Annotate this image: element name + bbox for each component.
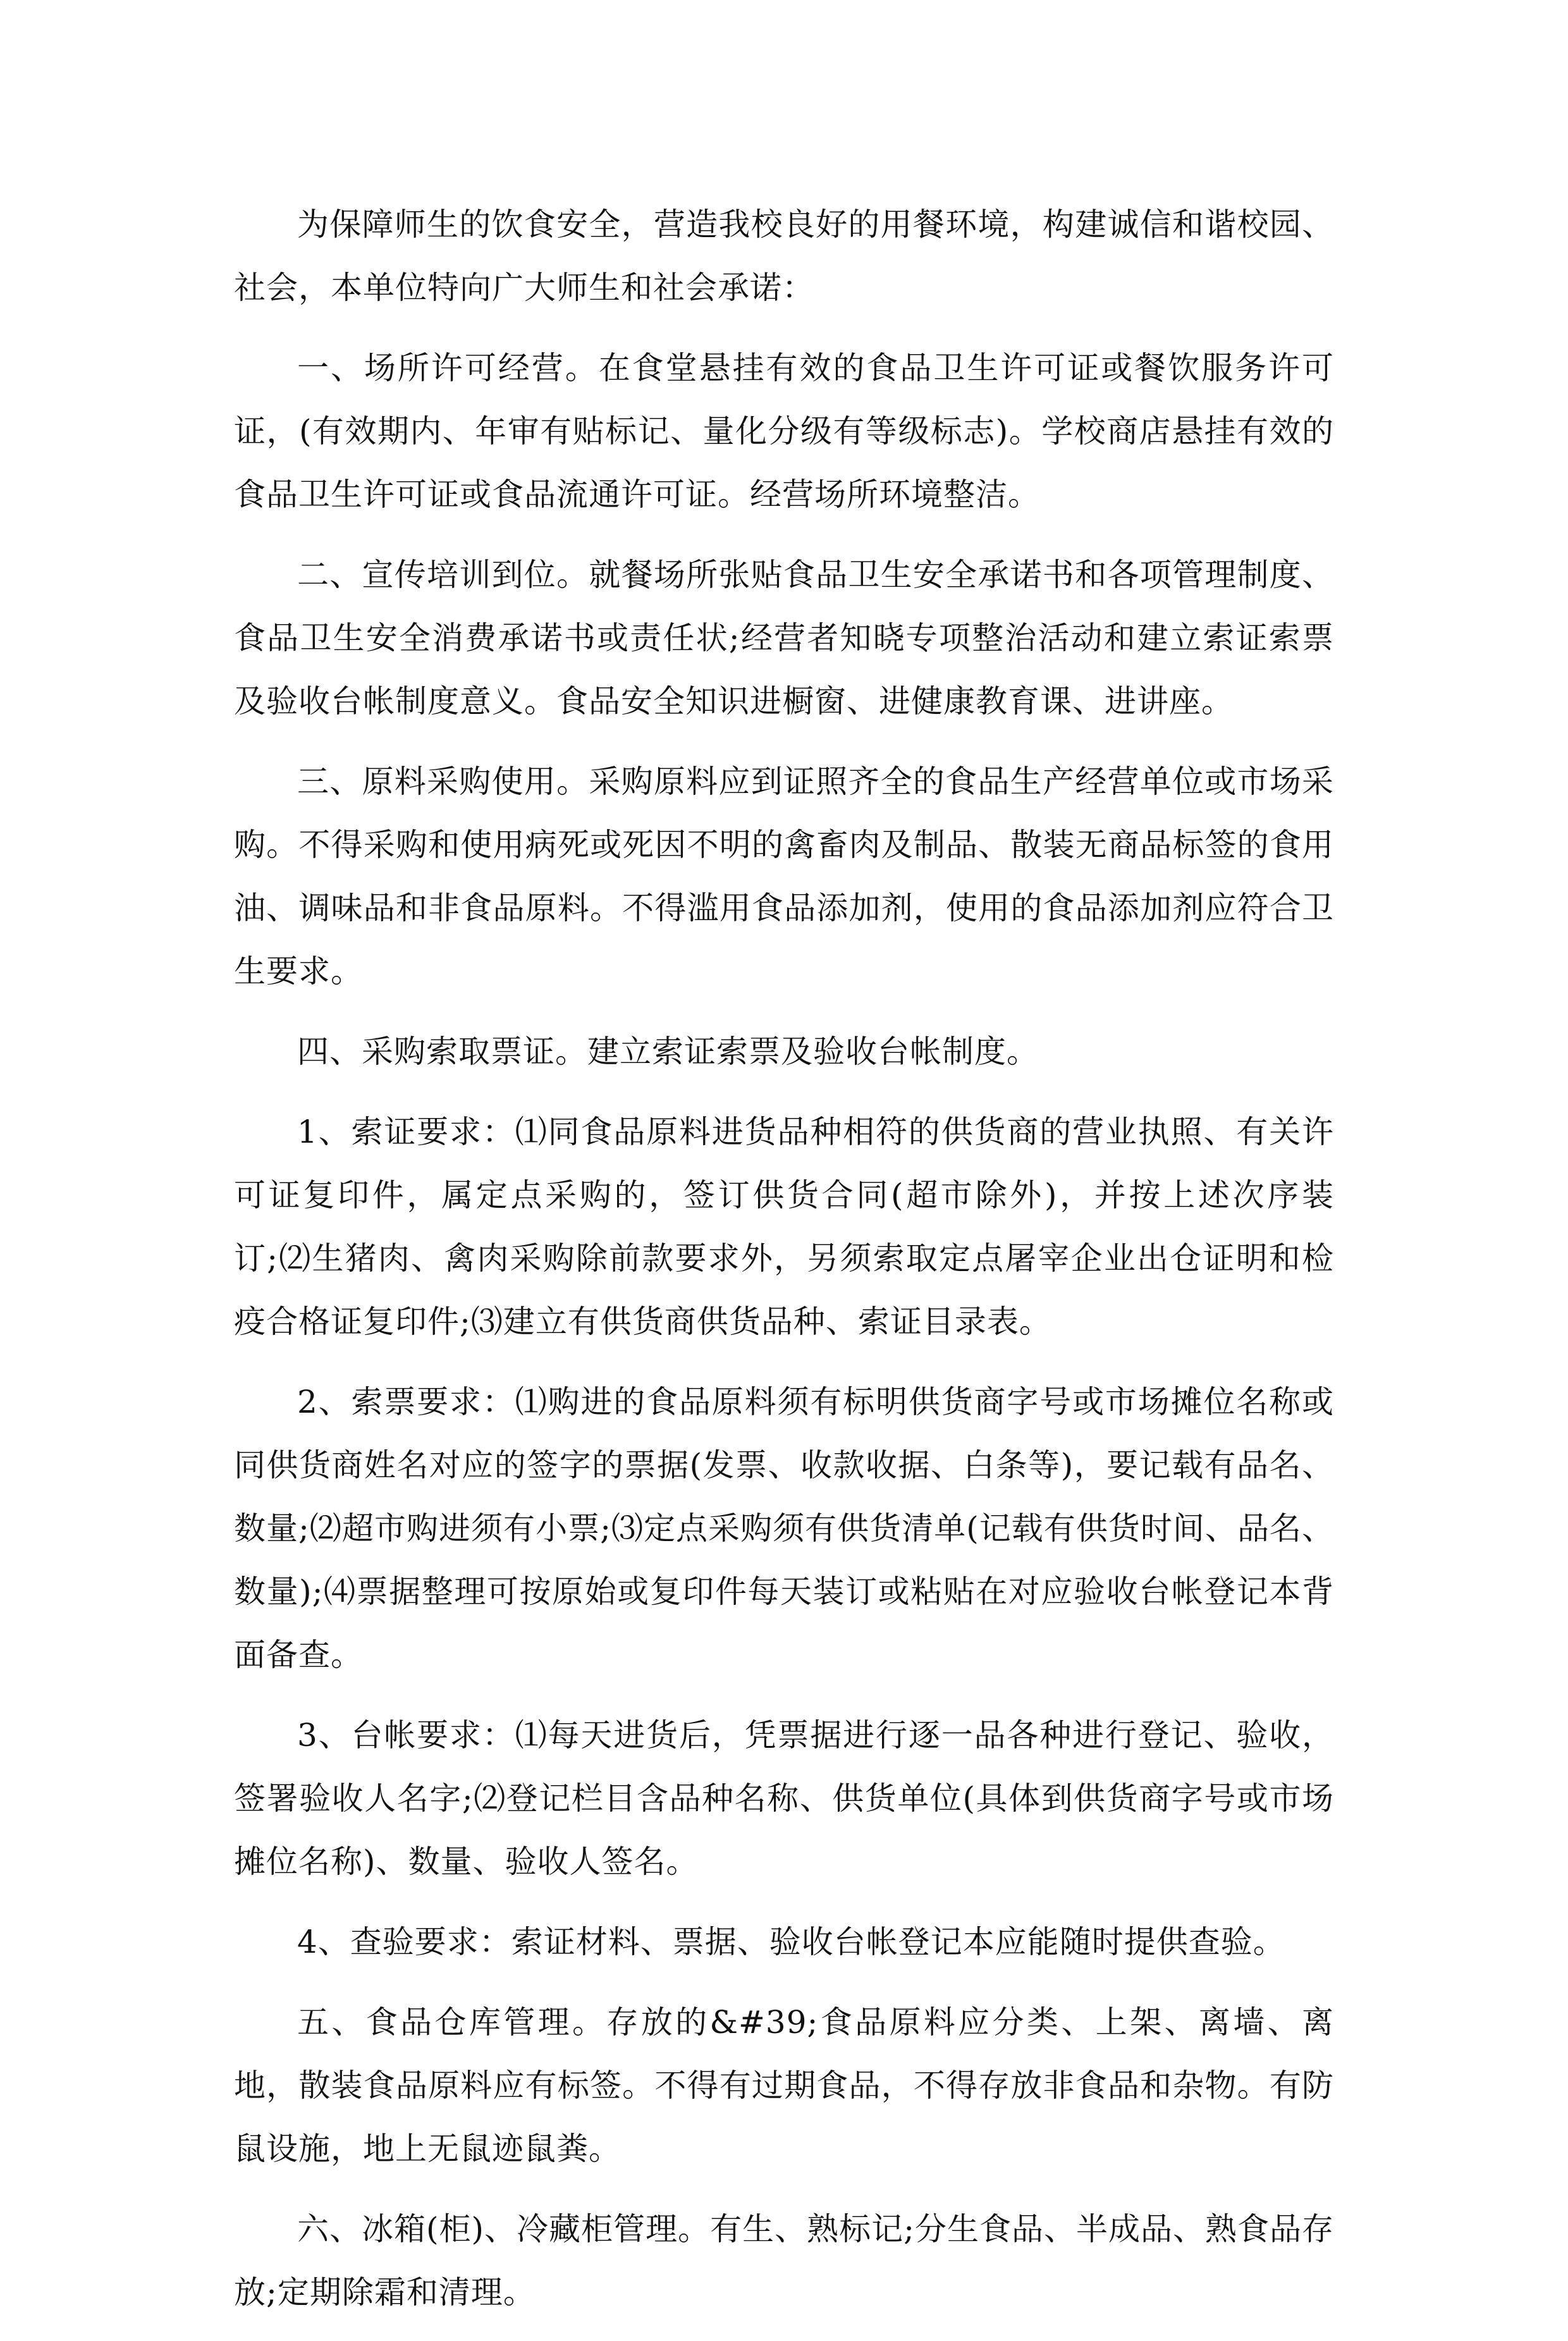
section-1-paragraph: 一、场所许可经营。在食堂悬挂有效的食品卫生许可证或餐饮服务许可证，(有效期内、年审有贴标记、量化分级有等级标志)。学校商店悬挂有效的食品卫生许可证或食品流通许可证。经营场所环境整洁。 <box>234 350 1334 513</box>
item-4-paragraph: 4、查验要求：索证材料、票据、验收台帐登记本应能随时提供查验。 <box>297 1924 1285 1960</box>
intro-paragraph: 为保障师生的饮食安全，营造我校良好的用餐环境，构建诚信和谐校园、社会，本单位特向广大师生和社会承诺： <box>234 206 1334 306</box>
item-1-paragraph: 1、索证要求：⑴同食品原料进货品种相符的供货商的营业执照、有关许可证复印件，属定点采购的，签订供货合同(超市除外)，并按上述次序装订;⑵生猪肉、禽肉采购除前款要求外，另须索取定点屠宰企业出仓证明和检疫合格证复印件;⑶建立有供货商供货品种、索证目录表。 <box>234 1114 1334 1340</box>
item-3-paragraph: 3、台帐要求：⑴每天进货后，凭票据进行逐一品各种进行登记、验收，签署验收人名字;⑵登记栏目含品种名称、供货单位(具体到供货商字号或市场摊位名称)、数量、验收人签名。 <box>234 1717 1334 1880</box>
section-2-paragraph: 二、宣传培训到位。就餐场所张贴食品卫生安全承诺书和各项管理制度、食品卫生安全消费承诺书或责任状;经营者知晓专项整治活动和建立索证索票及验收台帐制度意义。食品安全知识进橱窗、进健康教育课、进讲座。 <box>234 556 1334 720</box>
section-6-paragraph: 六、冰箱(柜)、冷藏柜管理。有生、熟标记;分生食品、半成品、熟食品存放;定期除霜和清理。 <box>234 2211 1334 2311</box>
item-2-paragraph: 2、索票要求：⑴购进的食品原料须有标明供货商字号或市场摊位名称或同供货商姓名对应的签字的票据(发票、收款收据、白条等)，要记载有品名、数量;⑵超市购进须有小票;⑶定点采购须有供货清单(记载有供货时间、品名、数量);⑷票据整理可按原始或复印件每天装订或粘贴在对应验收台帐登记本背面备查。 <box>234 1384 1334 1673</box>
section-5-paragraph: 五、食品仓库管理。存放的&#39;食品原料应分类、上架、离墙、离地，散装食品原料应有标签。不得有过期食品，不得存放非食品和杂物。有防鼠设施，地上无鼠迹鼠粪。 <box>234 2004 1334 2167</box>
document-body <box>234 193 1334 2341</box>
section-4-paragraph: 四、采购索取票证。建立索证索票及验收台帐制度。 <box>297 1033 1039 1070</box>
section-3-paragraph: 三、原料采购使用。采购原料应到证照齐全的食品生产经营单位或市场采购。不得采购和使用病死或死因不明的禽畜肉及制品、散装无商品标签的食用油、调味品和非食品原料。不得滥用食品添加剂，使用的食品添加剂应符合卫生要求。 <box>234 763 1334 990</box>
